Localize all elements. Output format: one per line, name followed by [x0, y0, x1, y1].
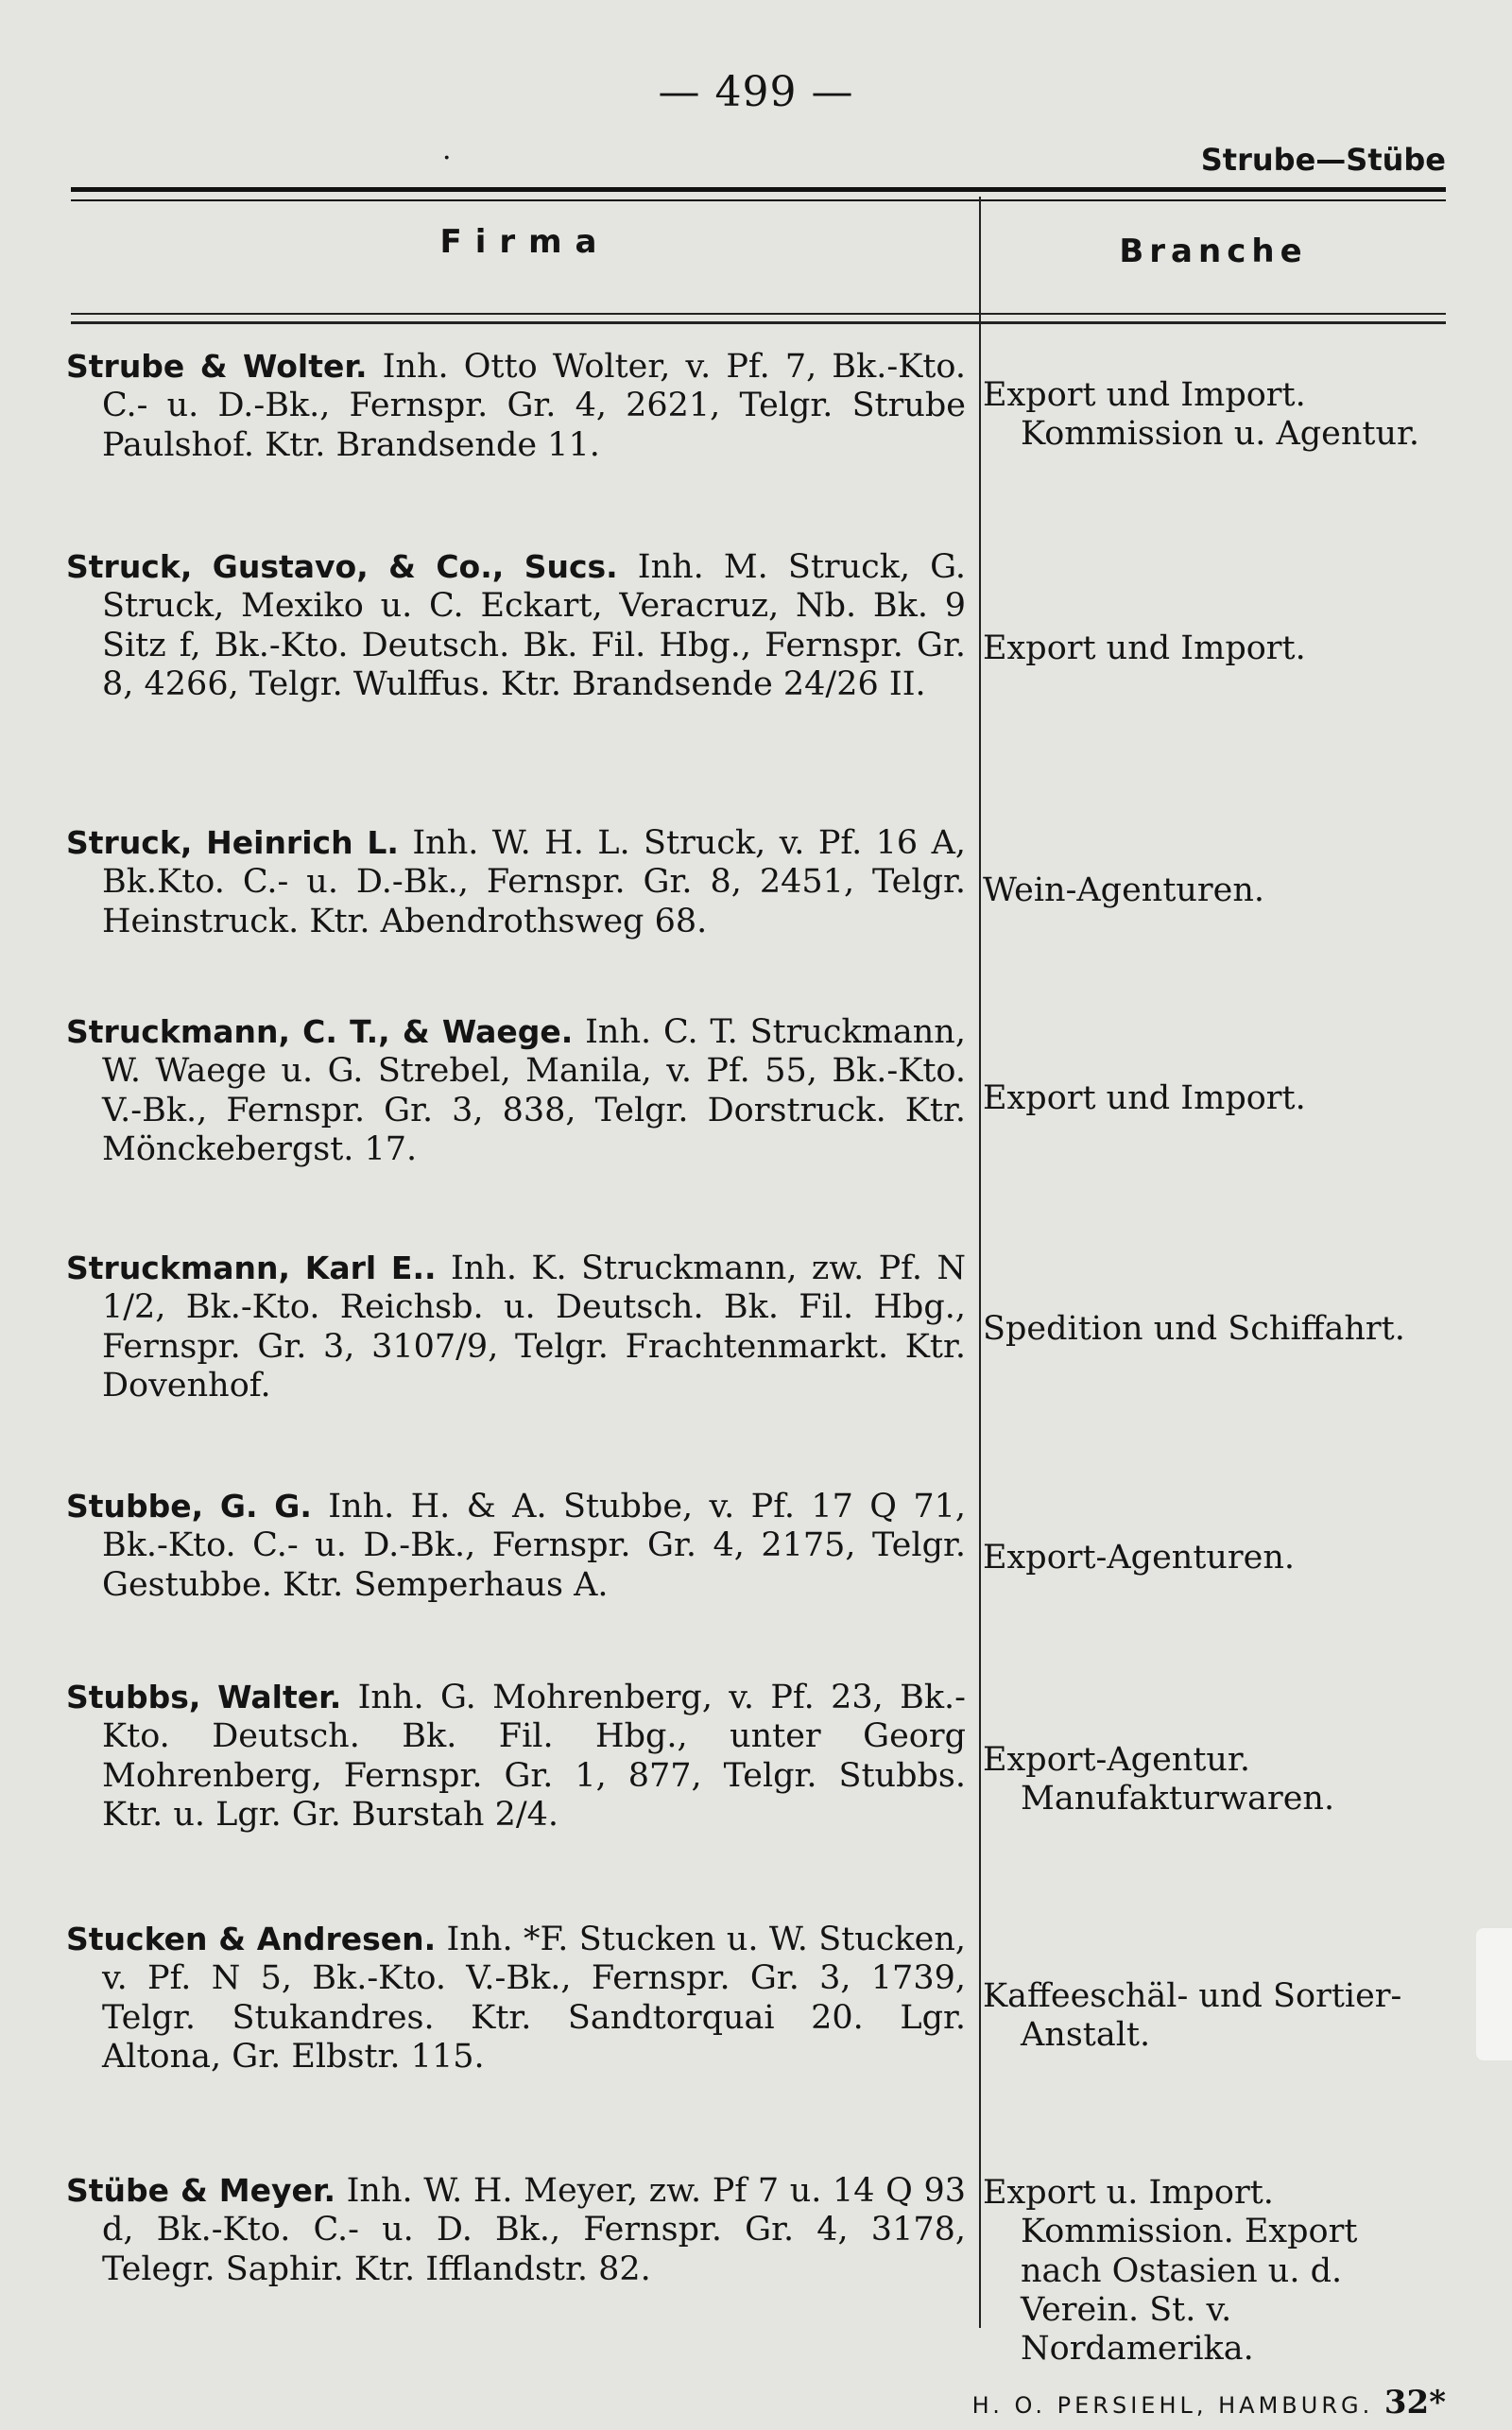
entry-firma: [66, 548, 966, 704]
top-rule-thin: [71, 199, 1446, 201]
firm-details: Inh. K. Struckmann, zw. Pf. N 1/2, Bk.-Kto. Reichsb. u. Deutsch. Bk. Fil. Hbg., Fernspr. Gr. 3, 3107/9, Telgr. Frachtenmarkt. Ktr. Dovenhof.: [102, 1249, 967, 1405]
firm-details: Inh. W. H. L. Struck, v. Pf. 16 A, Bk.Kto. C.- u. D.-Bk., Fernspr. Gr. 8, 2451, Telgr. Heinstruck. Ktr. Abendrothsweg 68.: [102, 824, 966, 940]
entry-branche: Export-Agenturen.: [983, 1539, 1296, 1577]
page-number: — 499 —: [658, 68, 854, 116]
column-header-firma: Firma: [439, 223, 610, 261]
entry-firma: [66, 1679, 966, 1835]
firm-name: Stubbs, Walter.: [66, 1679, 342, 1715]
firm-name: Struckmann, Karl E..: [66, 1249, 437, 1286]
entry-firma: [66, 824, 966, 941]
entry-branche: Spedition und Schiffahrt.: [983, 1310, 1405, 1348]
printer-footer: [972, 2384, 1446, 2421]
column-header-branche: Branche: [1119, 233, 1308, 270]
firm-details: Inh. W. H. Meyer, zw. Pf 7 u. 14 Q 93 d, Bk.-Kto. C.- u. D. Bk., Fernspr. Gr. 4, 3178, Telegr. Saphir. Ktr. Ifflandstr. 82.: [102, 2172, 966, 2288]
entry-branche: Export-Agentur. Manufakturwaren.: [983, 1741, 1335, 1818]
firm-details: Inh. H. & A. Stubbe, v. Pf. 17 Q 71, Bk.-Kto. C.- u. D.-Bk., Fernspr. Gr. 4, 2175, Telgr. Gestubbe. Ktr. Semperhaus A.: [102, 1488, 966, 1604]
entry-firma: [66, 1488, 966, 1605]
firm-details: Inh. C. T. Struckmann, W. Waege u. G. Strebel, Manila, v. Pf. 55, Bk.-Kto. V.-Bk., Fernspr. Gr. 3, 838, Telgr. Dorstruck. Ktr. Mönckebergst. 17.: [102, 1013, 966, 1168]
firm-details: Inh. M. Struck, G. Struck, Mexiko u. C. Eckart, Veracruz, Nb. Bk. 9 Sitz f, Bk.-Kto. Deutsch. Bk. Fil. Hbg., Fernspr. Gr. 8, 4266, Telgr. Wulffus. Ktr. Brandsende 24/26 II.: [102, 548, 966, 703]
entry-firma: [66, 2172, 966, 2289]
entry-branche: Export und Import.: [983, 629, 1306, 667]
speck: ·: [442, 142, 452, 175]
firm-name: Stubbe, G. G.: [66, 1488, 312, 1525]
entry-firma: [66, 1921, 966, 2077]
firm-name: Struck, Heinrich L.: [66, 824, 399, 861]
running-head: Strube—Stübe: [1200, 142, 1446, 178]
entry-firma: [66, 348, 966, 465]
entry-branche: Wein-Agenturen.: [983, 871, 1265, 909]
entry-branche: Export und Import. Kommission u. Agentur.: [983, 376, 1420, 454]
entry-branche: Export und Import.: [983, 1079, 1306, 1117]
firm-name: Stucken & Andresen.: [66, 1921, 437, 1957]
firm-name: Struck, Gustavo, & Co., Sucs.: [66, 548, 618, 585]
entry-branche: Kaffeeschäl- und Sortier-Anstalt.: [983, 1977, 1402, 2055]
top-rule: [71, 187, 1446, 192]
header-rule-double: [71, 321, 1446, 324]
entry-firma: [66, 1249, 966, 1405]
signature-mark: 32*: [1383, 2384, 1446, 2421]
page-tab-marker: [1476, 1928, 1512, 2060]
header-rule: [71, 313, 1446, 315]
firm-details: Inh. G. Mohrenberg, v. Pf. 23, Bk.-Kto. Deutsch. Bk. Fil. Hbg., unter Georg Mohrenberg, Fernspr. Gr. 1, 877, Telgr. Stubbs. Ktr. u. Lgr. Gr. Burstah 2/4.: [102, 1679, 966, 1834]
column-divider: [979, 197, 981, 2328]
firm-name: Strube & Wolter.: [66, 348, 368, 385]
firm-details: Inh. *F. Stucken u. W. Stucken, v. Pf. N 5, Bk.-Kto. V.-Bk., Fernspr. Gr. 3, 1739, Telgr. Stukandres. Ktr. Sandtorquai 20. Lgr. Altona, Gr. Elbstr. 115.: [102, 1921, 966, 2076]
firm-name: Struckmann, C. T., & Waege.: [66, 1013, 574, 1050]
entry-firma: [66, 1013, 966, 1169]
entry-branche: Export u. Import. Kommission. Export nach Ostasien u. d. Verein. St. v. Nordamerika.: [983, 2174, 1358, 2369]
firm-details: Inh. Otto Wolter, v. Pf. 7, Bk.-Kto. C.- u. D.-Bk., Fernspr. Gr. 4, 2621, Telgr. Strube Paulshof. Ktr. Brandsende 11.: [102, 348, 966, 464]
printer-imprint: H. O. PERSIEHL, HAMBURG.: [971, 2392, 1374, 2419]
firm-name: Stübe & Meyer.: [66, 2172, 335, 2209]
